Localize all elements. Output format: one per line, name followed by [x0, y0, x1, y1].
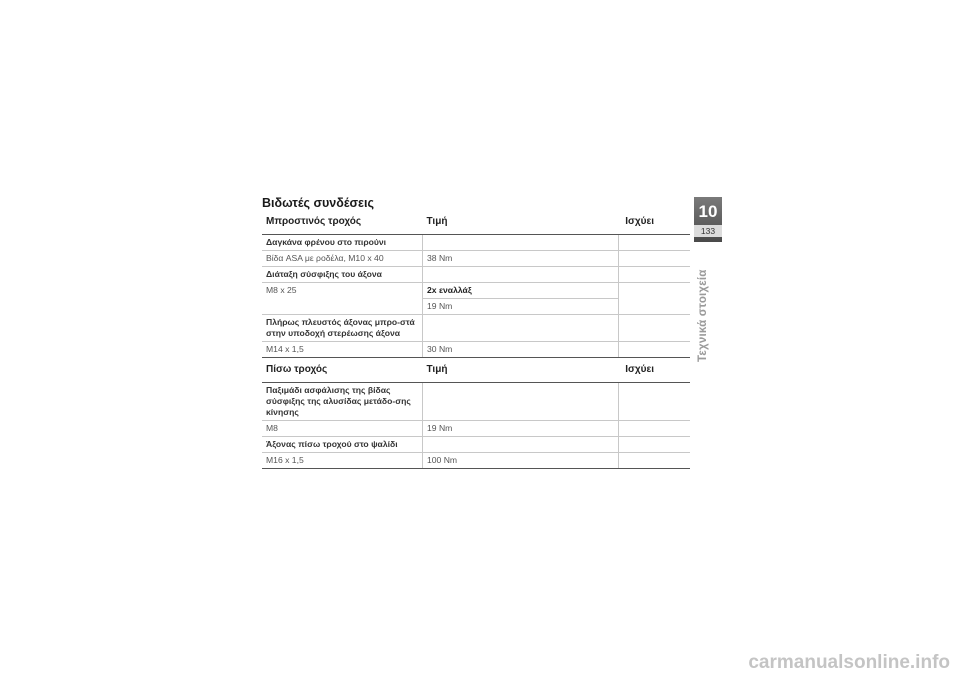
table-row — [262, 235, 690, 251]
table-row — [262, 299, 690, 315]
section-header-rear — [262, 358, 690, 383]
section-header-front — [262, 210, 690, 235]
chapter-tab — [694, 197, 722, 242]
table-row — [262, 453, 690, 469]
section-title-front: Μπροστινός τροχός — [262, 210, 423, 235]
page-number: 133 — [694, 225, 722, 237]
row-spec: M16 x 1,5 — [262, 453, 423, 469]
row-value: 19 Nm — [423, 299, 619, 315]
row-label: Πλήρως πλευστός άξονας μπρο-στά στην υποδοχή στερέωσης άξονα — [262, 315, 423, 342]
table-row — [262, 421, 690, 437]
row-label: Δαγκάνα φρένου στο πιρούνι — [262, 235, 423, 251]
page-title: Βιδωτές συνδέσεις — [262, 196, 374, 210]
chapter-number: 10 — [698, 202, 718, 221]
column-header-valid: Ισχύει — [619, 210, 691, 235]
row-value-note: 2x εναλλάξ — [423, 283, 619, 299]
row-value: 19 Nm — [423, 421, 619, 437]
column-header-value: Τιμή — [423, 210, 619, 235]
row-value: 30 Nm — [423, 342, 619, 358]
row-spec: M8 x 25 — [266, 285, 297, 295]
column-header-valid: Ισχύει — [619, 358, 691, 383]
watermark: carmanualsonline.info — [748, 652, 950, 673]
row-spec: Βίδα ASA με ροδέλα, M10 x 40 — [262, 251, 423, 267]
row-spec: M8 — [262, 421, 423, 437]
table-row — [262, 251, 690, 267]
row-label: Παξιμάδι ασφάλισης της βίδας σύσφιξης της αλυσίδας μετάδο-σης κίνησης — [262, 383, 423, 421]
table-row — [262, 342, 690, 358]
torque-table — [262, 210, 690, 469]
table-row — [262, 437, 690, 453]
chapter-title: Τεχνικά στοιχεία — [697, 269, 709, 362]
section-title-rear: Πίσω τροχός — [262, 358, 423, 383]
table-row — [262, 383, 690, 421]
table-row — [262, 315, 690, 342]
table-row — [262, 283, 690, 299]
row-label: Διάταξη σύσφιξης του άξονα — [262, 267, 423, 283]
column-header-value: Τιμή — [423, 358, 619, 383]
row-spec: M14 x 1,5 — [262, 342, 423, 358]
row-value: 100 Nm — [423, 453, 619, 469]
row-value: 38 Nm — [423, 251, 619, 267]
row-label: Άξονας πίσω τροχού στο ψαλίδι — [262, 437, 423, 453]
table-row — [262, 267, 690, 283]
